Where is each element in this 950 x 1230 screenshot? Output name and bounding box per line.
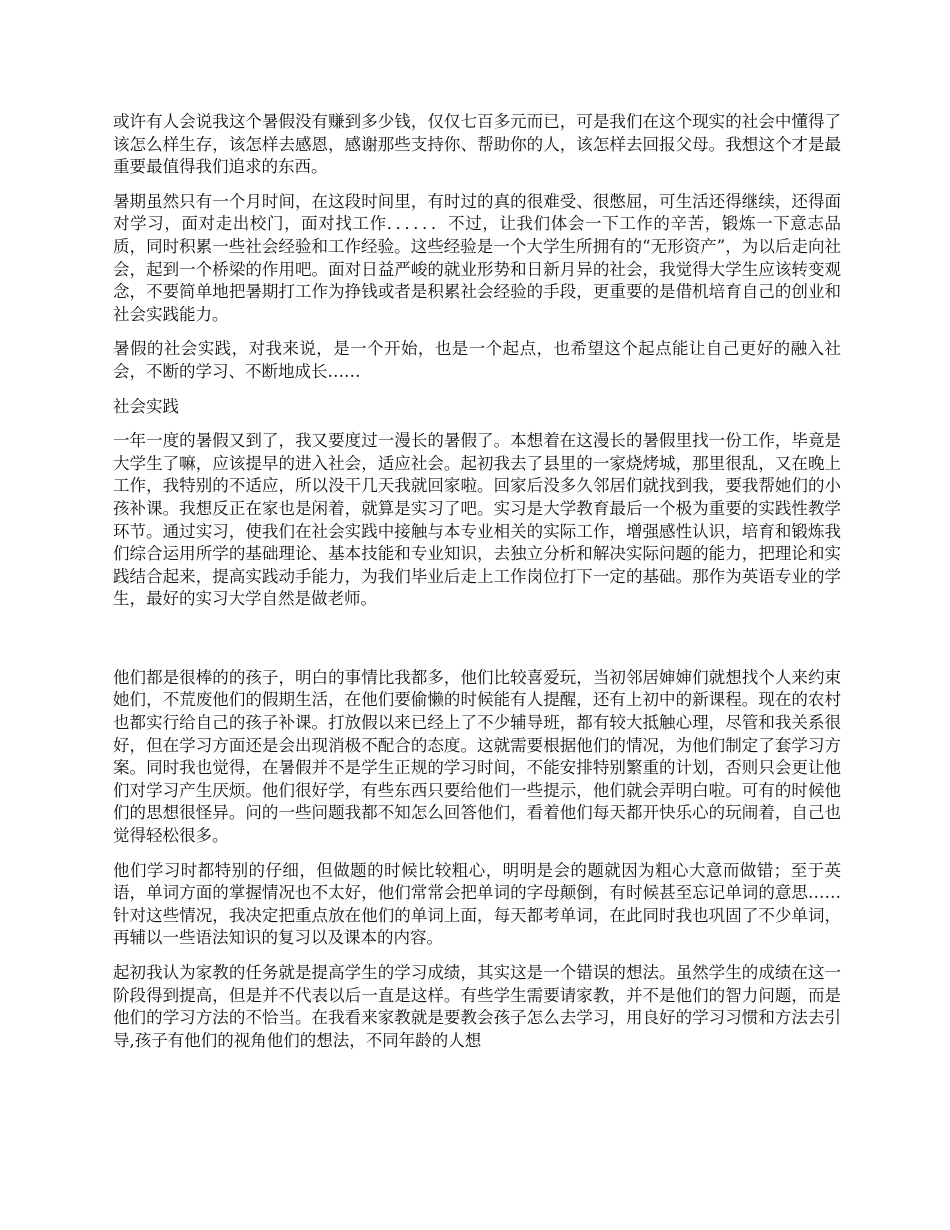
paragraph-summer-experience: 暑期虽然只有一个月时间，在这段时间里，有时过的真的很难受、很憋屈，可生活还得继续，还得面对学习，面对走出校门，面对找工作．．．．．．不过，让我们体会一下工作的辛苦，锻炼一下意志品质，同时积累一些社会经验和工作经验。这些经验是一个大学生所拥有的“无形资产”，为以后走向社会，起到一个桥梁的作用吧。面对日益严峻的就业形势和日新月异的社会，我觉得大学生应该转变观念，不要简单地把暑期打工作为挣钱或者是积累社会经验的手段，更重要的是借机培育自己的创业和社会实践能力。: [113, 191, 841, 324]
paragraph-social-practice-start: 暑假的社会实践，对我来说，是一个开始，也是一个起点，也希望这个起点能让自己更好的融入社会，不断的学习、不断地成长……: [113, 339, 841, 381]
paragraph-children: 他们都是很棒的的孩子，明白的事情比我都多，他们比较喜爱玩，当初邻居婶婶们就想找个人来约束她们，不荒废他们的假期生活，在他们要偷懒的时候能有人提醒，还有上初中的新课程。现在的农村也都实行给自己的孩子补课。打放假以来已经上了不少辅导班，都有较大抵触心理，尽管和我关系很好，但在学习方面还是会出现消极不配合的态度。这就需要根据他们的情况，为他们制定了套学习方案。同时我也觉得，在暑假并不是学生正规的学习时间，不能安排特别繁重的计划，否则只会更让他们对学习产生厌烦。他们很好学，有些东西只要给他们一些提示，他们就会弄明白啦。可有的时候他们的思想很怪异。问的一些问题我都不知怎么回答他们，看着他们每天都开快乐心的玩闹着，自己也觉得轻松很多。: [113, 667, 841, 846]
blank-gap: [113, 623, 841, 667]
section-heading: 社会实践: [113, 396, 179, 416]
paragraph-tutoring-purpose: 起初我认为家教的任务就是提高学生的学习成绩，其实这是一个错误的想法。虽然学生的成绩在这一阶段得到提高，但是并不代表以后一直是这样。有些学生需要请家教，并不是他们的智力问题，而是他们的学习方法的不恰当。在我看来家教就是要教会孩子怎么去学习，用良好的学习习惯和方法去引导,孩子有他们的视角他们的想法，不同年龄的人想: [113, 963, 841, 1050]
document-page: [113, 111, 841, 1064]
paragraph-income-reflection: 或许有人会说我这个暑假没有赚到多少钱，仅仅七百多元而已，可是我们在这个现实的社会中懂得了该怎么样生存，该怎样去感恩，感谢那些支持你、帮助你的人，该怎样去回报父母。我想这个才是最重要最值得我们追求的东西。: [113, 112, 841, 177]
paragraph-summer-job: 一年一度的暑假又到了，我又要度过一漫长的暑假了。本想着在这漫长的暑假里找一份工作，毕竟是大学生了嘛，应该提早的进入社会，适应社会。起初我去了县里的一家烧烤城，那里很乱，又在晚上工作，我特别的不适应，所以没干几天我就回家啦。回家后没多久邻居们就找到我，要我帮她们的小孩补课。我想反正在家也是闲着，就算是实习了吧。实习是大学教育最后一个极为重要的实践性教学环节。通过实习，使我们在社会实践中接触与本专业相关的实际工作，增强感性认识，培育和锻炼我们综合运用所学的基础理论、基本技能和专业知识，去独立分析和解决实际问题的能力，把理论和实践结合起来，提高实践动手能力，为我们毕业后走上工作岗位打下一定的基础。那作为英语专业的学生，最好的实习大学自然是做老师。: [113, 431, 841, 609]
paragraph-study-habits: 他们学习时都特别的仔细，但做题的时候比较粗心，明明是会的题就因为粗心大意而做错；至于英语，单词方面的掌握情况也不太好，他们常常会把单词的字母颠倒，有时候甚至忘记单词的意思……针对这些情况，我决定把重点放在他们的单词上面，每天都考单词，在此同时我也巩固了不少单词，再辅以一些语法知识的复习以及课本的内容。: [113, 860, 841, 948]
